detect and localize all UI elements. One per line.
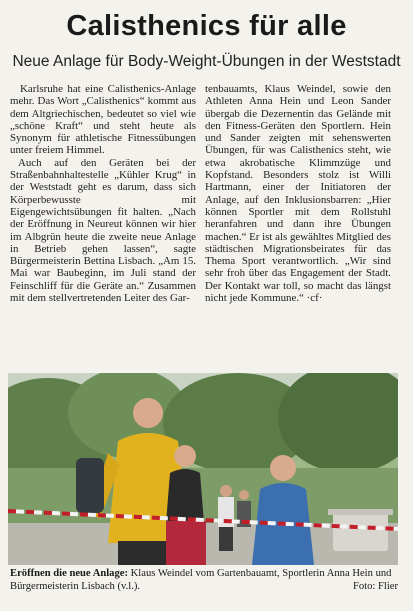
- paragraph-opening: Auch auf den Geräten bei der Straßenbahnhaltestelle „Kühler Krug“ in der Weststadt geht es darum, dass sich Körperbewusste mit Eigengewichtsübungen fit halten. „Nach der Eröffnung in Neureut können wir hier im Albgrün heute die zweite neue Anlage in Betrieb gehen lassen“, sagte Bürgermeisterin Bettina Lisbach. „Am 15. Mai war Baubeginn, im Juli stand der Feinschliff für die Geräte an.“ Zusammen mit dem stellvertretenden Leiter des Gar-: [10, 156, 196, 305]
- headline: Calisthenics für alle: [66, 10, 347, 42]
- photo-caption: [10, 568, 398, 593]
- paragraph-intro: Karlsruhe hat eine Calisthenics-Anlage mehr. Das Wort „Calisthenics“ kommt aus dem Altgriechischen, bedeutet so viel wie „schöne Kraft“ und steht heute als Synonym für athletische Fitnessübungen unter freiem Himmel.: [10, 83, 196, 157]
- article-photo: [8, 373, 398, 565]
- photo-credit: Foto: Flier: [352, 580, 398, 592]
- article-column-left: [10, 83, 196, 304]
- caption-lead: Eröffnen die neue Anlage:: [10, 568, 128, 579]
- photo-illustration: [8, 373, 398, 565]
- caption-text: Klaus Weindel vom Gartenbauamt, Sportlerin Anna Hein und Bürgermeisterin Lisbach (v.l.).: [10, 568, 392, 592]
- paragraph-continuation: tenbauamts, Klaus Weindel, sowie den Athleten Anna Hein und Leon Sander übergab die Dezernentin das Gelände mit den Fitness-Geräten den Sportlern. Hein und Sander zeigten mit sehenswerten Übungen, für was Calisthenics steht, wie etwa akrobatische Klimmzüge und Kopfstand. Besonders stolz ist Willi Hartmann, einer der Initiatoren der Anlage, auf den Inklusionsbarren: „Hier können Sportler mit dem Rollstuhl heranfahren und dann ihre Übungen machen.“ Er ist als gewähltes Mitglied des städtischen Migrationsbeirates für das Thema Sport verantwortlich. „Wir sind sehr froh über das Engagement der Stadt. Der Kontakt war toll, so macht das längst nicht jede Kommune.“ ·cf·: [205, 83, 391, 305]
- article-column-right: [205, 83, 391, 304]
- subheadline: Neue Anlage für Body-Weight-Übungen in der Weststadt: [12, 53, 401, 70]
